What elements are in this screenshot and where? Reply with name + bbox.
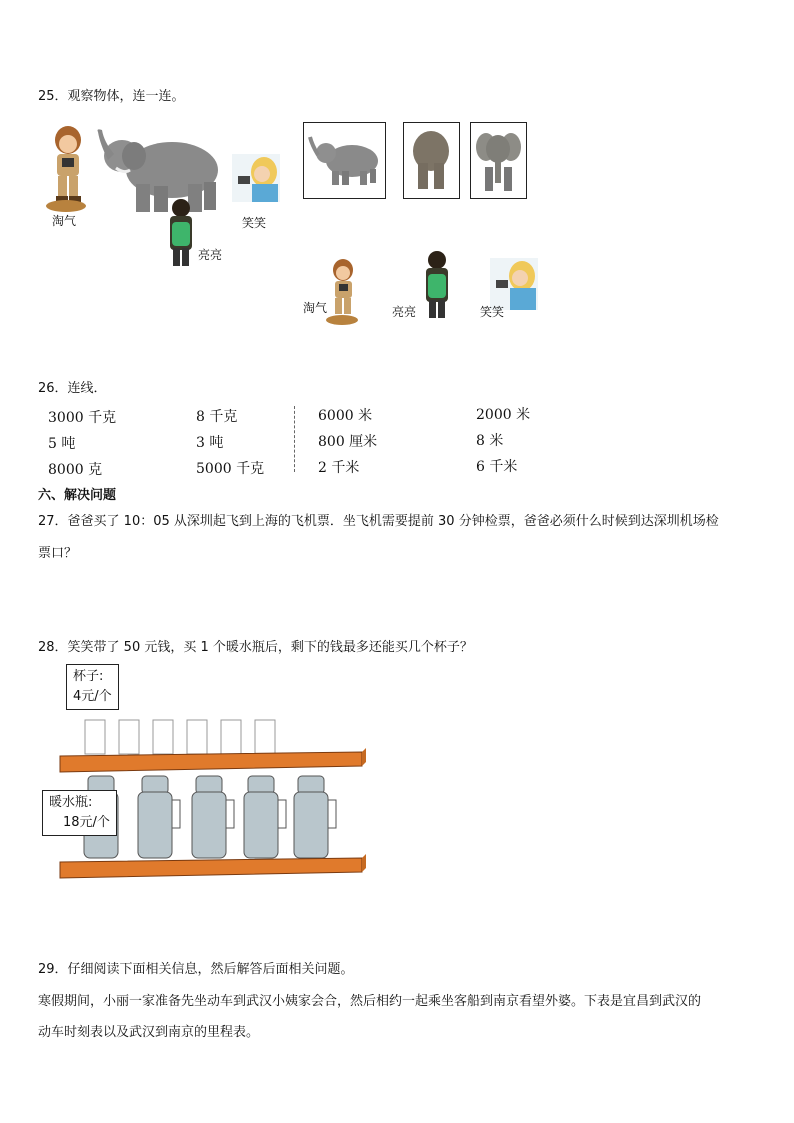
q26-right-col1-0[interactable]: 6000 米: [318, 408, 373, 424]
label-taoqi-bottom: 淘气: [303, 301, 328, 315]
girl-taoqi-figure: [38, 122, 98, 214]
section-heading: 六、解决问题: [38, 488, 117, 503]
q26-right-col2-2[interactable]: 6 千米: [476, 459, 518, 475]
q26-divider: [294, 406, 295, 472]
boy-liangliang-figure: [166, 198, 196, 268]
label-taoqi-top: 淘气: [52, 214, 77, 228]
q25-title: 25．观察物体，连一连。: [38, 89, 185, 104]
cup-price-line1: 杯子:: [73, 669, 104, 684]
q26-left-col1-1[interactable]: 5 吨: [48, 436, 76, 452]
q29-title: 29．仔细阅读下面相关信息，然后解答后面相关问题。: [38, 962, 354, 977]
view-box-side[interactable]: [303, 122, 386, 199]
q27-line1: 27．爸爸买了 10：05 从深圳起飞到上海的飞机票．坐飞机需要提前 30 分钟检票，爸爸必须什么时候到达深圳机场检: [38, 514, 719, 529]
flask-price-line2: 18元/个: [63, 815, 110, 830]
elephant-back-view-icon: [404, 123, 459, 198]
q26-left-col2-2[interactable]: 5000 千克: [196, 461, 265, 477]
boy-liangliang-figure-small[interactable]: [422, 250, 452, 320]
q26-left-col1-0[interactable]: 3000 千克: [48, 410, 117, 426]
q26-left-col2-1[interactable]: 3 吨: [196, 435, 224, 451]
q26-title: 26．连线．: [38, 381, 107, 396]
q26-right-col1-2[interactable]: 2 千米: [318, 460, 360, 476]
label-xiaoxiao-bottom: 笑笑: [480, 305, 505, 319]
view-box-front[interactable]: [470, 122, 527, 199]
q29-line2: 动车时刻表以及武汉到南京的里程表。: [38, 1025, 260, 1040]
q29-line1: 寒假期间，小丽一家准备先坐动车到武汉小姨家会合，然后相约一起乘坐客船到南京看望外婆。下表是宜昌到武汉的: [38, 994, 702, 1009]
q26-left-col1-2[interactable]: 8000 克: [48, 462, 103, 478]
girl-xiaoxiao-figure: [232, 154, 280, 202]
q26-right-col1-1[interactable]: 800 厘米: [318, 434, 378, 450]
label-xiaoxiao-top: 笑笑: [242, 216, 267, 230]
cup-price-line2: 4元/个: [73, 689, 112, 704]
label-liangliang-bottom: 亮亮: [392, 305, 417, 319]
elephant-front-view-icon: [471, 123, 526, 198]
view-box-back[interactable]: [403, 122, 460, 199]
q26-left-col2-0[interactable]: 8 千克: [196, 409, 238, 425]
flasks-row: [84, 776, 336, 858]
q26-right-col2-0[interactable]: 2000 米: [476, 407, 531, 423]
flask-price-line1: 暖水瓶:: [49, 795, 93, 810]
q26-right-col2-1[interactable]: 8 米: [476, 433, 504, 449]
q27-line2: 票口？: [38, 546, 78, 561]
cup-price-tag: [66, 664, 119, 710]
flask-price-tag: [42, 790, 117, 836]
label-liangliang-top: 亮亮: [198, 248, 223, 262]
elephant-figure: [94, 126, 226, 216]
elephant-side-view-icon: [304, 123, 385, 198]
q28-title: 28．笑笑带了 50 元钱，买 1 个暖水瓶后，剩下的钱最多还能买几个杯子？: [38, 640, 473, 655]
cups-row: [85, 720, 275, 754]
